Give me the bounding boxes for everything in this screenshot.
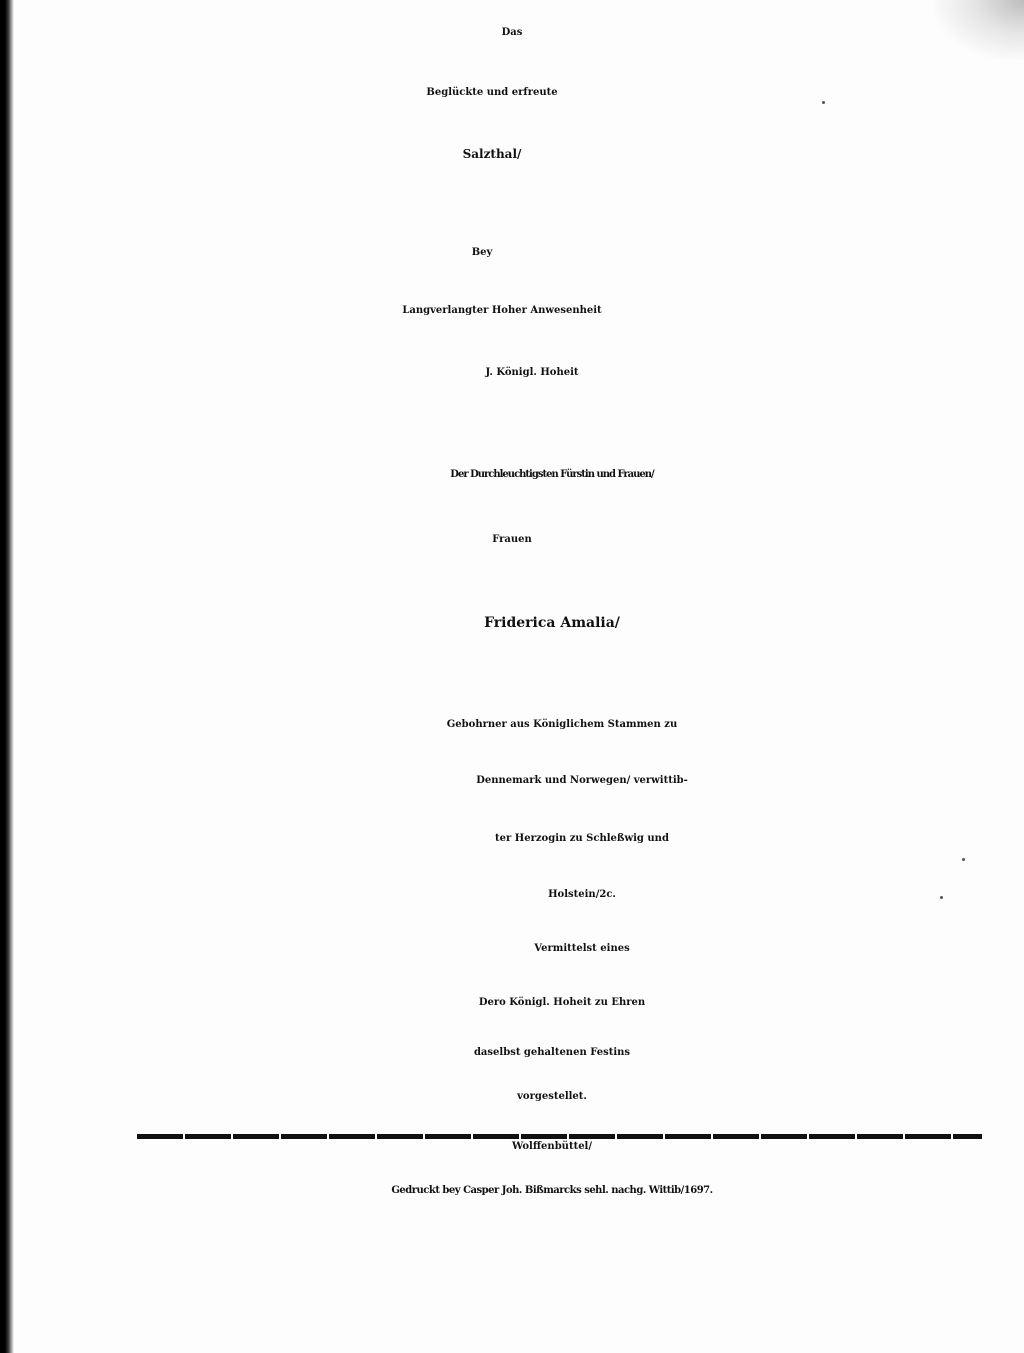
scan-border-left: [0, 0, 14, 1353]
imprint-divider-rule: [137, 1134, 982, 1139]
title-line-langverlangter: Langverlangter Hoher Anwesenheit: [402, 305, 602, 316]
title-line-dero-koenigl: Dero Königl. Hoheit zu Ehren: [478, 997, 646, 1008]
title-line-herzogin: ter Herzogin zu Schleßwig und: [495, 833, 669, 844]
title-line-das: Das: [501, 27, 523, 38]
title-line-beglueckte: Beglückte und erfreute: [426, 87, 558, 98]
title-line-friderica-amalia: Friderica Amalia/: [484, 615, 620, 631]
title-line-festins: daselbst gehaltenen Festins: [473, 1047, 631, 1058]
title-line-frauen: Frauen: [492, 534, 532, 545]
title-line-durchleuchtigsten: Der Durchleuchtigsten Fürstin und Frauen/: [450, 469, 654, 480]
scan-speck: [822, 101, 825, 104]
scan-speck: [962, 858, 965, 861]
title-line-salzthal: Salzthal/: [462, 147, 522, 161]
scan-speck: [940, 896, 943, 899]
title-line-holstein: Holstein/2c.: [548, 889, 616, 900]
title-line-dennemark: Dennemark und Norwegen/ verwittib-: [476, 775, 688, 786]
imprint-printer: Gedruckt bey Casper Joh. Bißmarcks sehl. nachg. Wittib/1697.: [391, 1185, 713, 1196]
imprint-place: Wolffenbüttel/: [511, 1141, 593, 1152]
title-line-vorgestellet: vorgestellet.: [517, 1091, 587, 1102]
title-line-vermittelst: Vermittelst eines: [534, 943, 630, 954]
title-line-koenigl-hoheit: J. Königl. Hoheit: [485, 367, 579, 378]
title-line-bey: Bey: [471, 247, 493, 258]
title-line-gebohrner: Gebohrner aus Königlichem Stammen zu: [446, 719, 678, 730]
